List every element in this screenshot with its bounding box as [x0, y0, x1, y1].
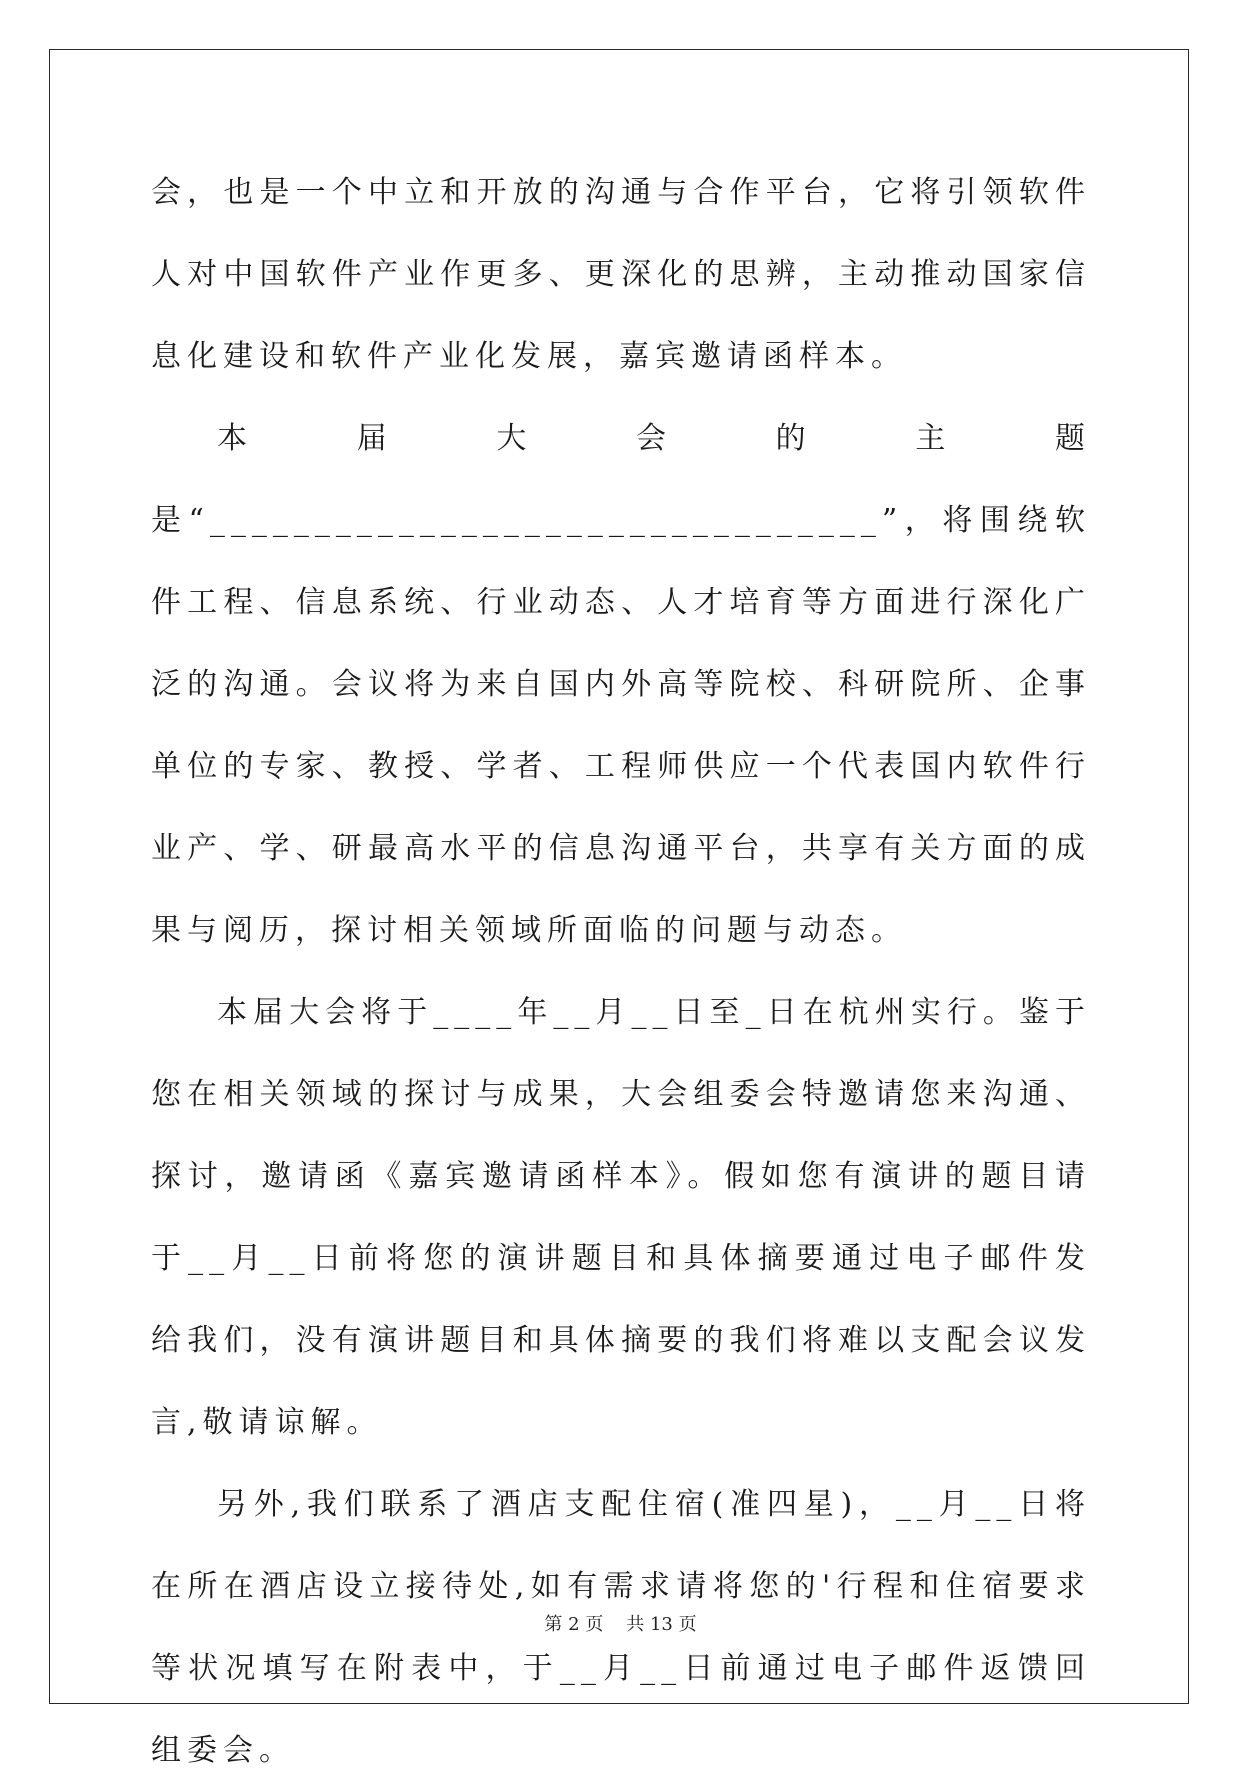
- paragraph-2: 本届大会的主题是“________________________________”，将围绕软件工程、信息系统、行业动态、人才培育等方面进行深化广泛的沟通。会议将为来自国内外高等院校、科研院所、企事单位的专家、教授、学者、工程师供应一个代表国内软件行业产、学、研最高水平的信息沟通平台，共享有关方面的成果与阅历，探讨相关领域所面临的问题与动态。: [151, 421, 1091, 948]
- page-number: 第 2 页: [544, 1614, 604, 1635]
- page-footer: [0, 1610, 1241, 1636]
- paragraph-4: 另外,我们联系了酒店支配住宿(准四星)，__月__日将在所在酒店设立接待处,如有需求请将您的'行程和住宿要求等状况填写在附表中，于__月__日前通过电子邮件返馈回组委会。: [151, 1487, 1091, 1768]
- page-total: 共 13 页: [626, 1614, 697, 1635]
- document-body: [151, 152, 1091, 1792]
- paragraph-1: 会，也是一个中立和开放的沟通与合作平台，它将引领软件人对中国软件产业作更多、更深化的思辨，主动推动国家信息化建设和软件产业化发展，嘉宾邀请函样本。: [151, 175, 1091, 374]
- paragraph-3: 本届大会将于____年__月__日至_日在杭州实行。鉴于您在相关领域的探讨与成果，大会组委会特邀请您来沟通、探讨，邀请函《嘉宾邀请函样本》。假如您有演讲的题目请于__月__日前将您的演讲题目和具体摘要通过电子邮件发给我们，没有演讲题目和具体摘要的我们将难以支配会议发言,敬请谅解。: [151, 995, 1091, 1440]
